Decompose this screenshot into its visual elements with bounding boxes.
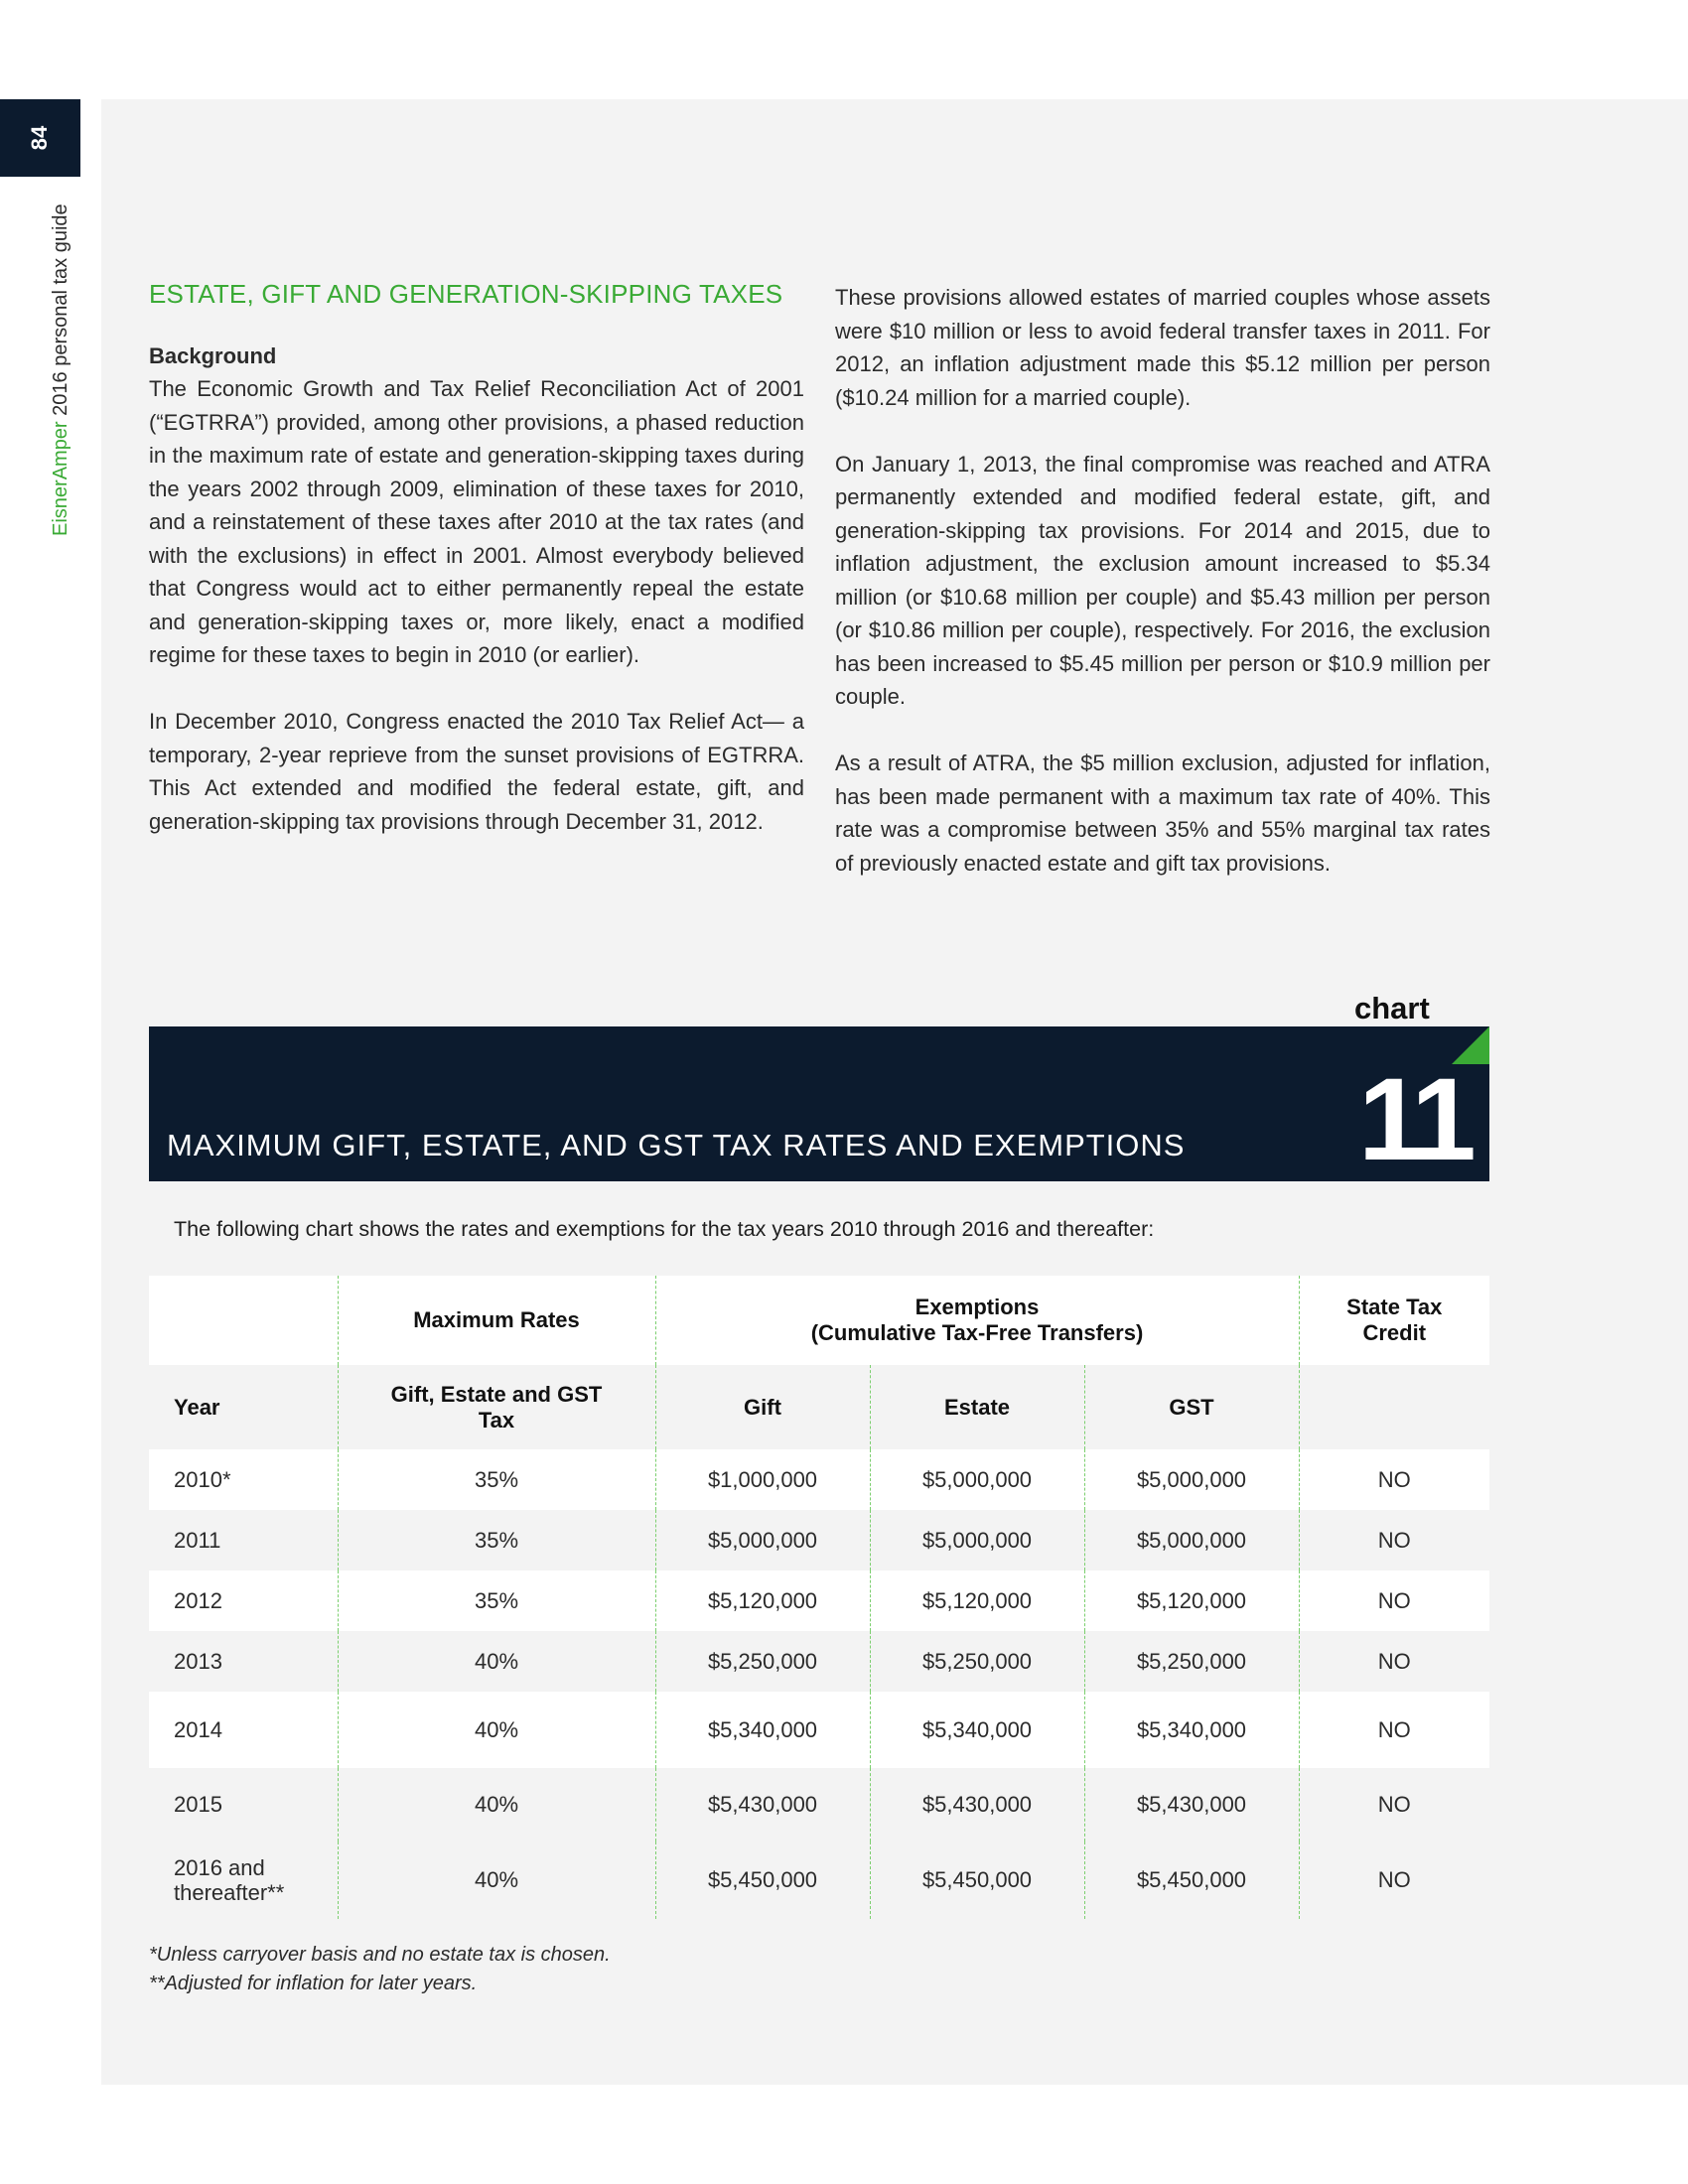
estate-header: Estate [870, 1365, 1084, 1449]
cell-gst: $5,450,000 [1084, 1842, 1299, 1919]
cell-estate: $5,000,000 [870, 1449, 1084, 1510]
state-credit-header: State Tax Credit [1299, 1276, 1489, 1365]
chart-intro: The following chart shows the rates and exemptions for the tax years 2010 through 2016 and thereafter: [174, 1217, 1155, 1241]
cell-gst: $5,000,000 [1084, 1449, 1299, 1510]
cell-estate: $5,340,000 [870, 1692, 1084, 1768]
cell-rate: 35% [338, 1570, 655, 1631]
left-column [149, 278, 804, 838]
cell-gift: $5,250,000 [655, 1631, 870, 1692]
paragraph: The Economic Growth and Tax Relief Reconciliation Act of 2001 (“EGTRRA”) provided, among other provisions, a phased reduction in the maximum rate of estate and generation-skipping taxes during the years 2002 through 2009, elimination of these taxes for 2010, and a reinstatement of these taxes after 2010 at the tax rates (and with the exclusions) in effect in 2001. Almost everybody believed that Congress would act to either permanently repeal the estate and generation-skipping taxes or, more likely, enact a modified regime for these taxes to begin in 2010 (or earlier). [149, 376, 804, 667]
cell-year: 2015 [149, 1768, 338, 1842]
cell-estate: $5,250,000 [870, 1631, 1084, 1692]
paragraph: These provisions allowed estates of married couples whose assets were $10 million or less to avoid federal transfer taxes in 2011. For 2012, an inflation adjustment made this $5.12 million per person ($10.24 million for a married couple). [835, 285, 1490, 410]
cell-gift: $5,430,000 [655, 1768, 870, 1842]
paragraph: On January 1, 2013, the final compromise was reached and ATRA permanently extended and modified federal estate, gift, and generation-skipping tax provisions. For 2014 and 2015, due to inflation adjustment, the exclusion amount increased to $5.34 million (or $10.68 million per couple) and $5.43 million per person (or $10.86 million per couple), respectively. For 2016, the exclusion has been increased to $5.45 million per person or $10.9 million per couple. [835, 451, 1490, 709]
cell-estate: $5,000,000 [870, 1510, 1084, 1570]
cell-year: 2011 [149, 1510, 338, 1570]
page-number-text: 84 [27, 125, 53, 151]
brand-name: EisnerAmper [50, 421, 71, 536]
cell-gift: $5,450,000 [655, 1842, 870, 1919]
cell-gift: $5,000,000 [655, 1510, 870, 1570]
cell-gst: $5,000,000 [1084, 1510, 1299, 1570]
cell-rate: 40% [338, 1692, 655, 1768]
table-row [149, 1449, 1489, 1510]
footnote: **Adjusted for inflation for later years. [149, 1973, 478, 1994]
footnote: *Unless carryover basis and no estate tax is chosen. [149, 1944, 611, 1966]
table-row [149, 1842, 1489, 1919]
cell-credit: NO [1299, 1570, 1489, 1631]
cell-year: 2016 and thereafter** [149, 1842, 338, 1919]
table-row [149, 1768, 1489, 1842]
cell-rate: 40% [338, 1768, 655, 1842]
cell-rate: 40% [338, 1842, 655, 1919]
cell-credit: NO [1299, 1842, 1489, 1919]
cell-gst: $5,340,000 [1084, 1692, 1299, 1768]
max-rates-header: Maximum Rates [338, 1276, 655, 1365]
paragraph: As a result of ATRA, the $5 million exclusion, adjusted for inflation, has been made permanent with a maximum tax rate of 40%. This rate was a compromise between 35% and 55% marginal tax rates of previously enacted estate and gift tax provisions. [835, 751, 1490, 876]
cell-year: 2010* [149, 1449, 338, 1510]
cell-rate: 40% [338, 1631, 655, 1692]
page-number [0, 99, 80, 177]
cell-estate: $5,450,000 [870, 1842, 1084, 1919]
chart-label: chart [1354, 991, 1430, 1025]
cell-year: 2012 [149, 1570, 338, 1631]
cell-rate: 35% [338, 1510, 655, 1570]
paragraph: In December 2010, Congress enacted the 2010 Tax Relief Act— a temporary, 2-year reprieve from the sunset provisions of EGTRRA. This Act extended and modified the federal estate, gift, and generation-skipping tax provisions through December 31, 2012. [149, 709, 804, 834]
cell-gift: $1,000,000 [655, 1449, 870, 1510]
table-column-header-row [149, 1365, 1489, 1449]
right-column [835, 281, 1490, 880]
guide-title: 2016 personal tax guide [50, 204, 71, 416]
exemptions-header: Exemptions (Cumulative Tax-Free Transfers) [655, 1276, 1299, 1365]
cell-year: 2013 [149, 1631, 338, 1692]
cell-gift: $5,120,000 [655, 1570, 870, 1631]
table-row [149, 1631, 1489, 1692]
cell-credit: NO [1299, 1449, 1489, 1510]
side-running-title [50, 204, 72, 536]
cell-gift: $5,340,000 [655, 1692, 870, 1768]
cell-estate: $5,120,000 [870, 1570, 1084, 1631]
cell-gst: $5,120,000 [1084, 1570, 1299, 1631]
chart-title: MAXIMUM GIFT, ESTATE, AND GST TAX RATES AND EXEMPTIONS [167, 1128, 1186, 1162]
table-row [149, 1510, 1489, 1570]
table-row [149, 1570, 1489, 1631]
cell-year: 2014 [149, 1692, 338, 1768]
year-header: Year [149, 1365, 338, 1449]
cell-gst: $5,250,000 [1084, 1631, 1299, 1692]
section-title: ESTATE, GIFT AND GENERATION-SKIPPING TAXES [149, 279, 783, 309]
footnotes [149, 1941, 611, 1998]
gst-header: GST [1084, 1365, 1299, 1449]
chart-number: 11 [1358, 1054, 1471, 1185]
table-group-header-row [149, 1276, 1489, 1365]
rates-table [149, 1276, 1489, 1919]
cell-credit: NO [1299, 1692, 1489, 1768]
subheading-background: Background [149, 342, 277, 368]
rate-header: Gift, Estate and GST Tax [338, 1365, 655, 1449]
cell-credit: NO [1299, 1631, 1489, 1692]
cell-credit: NO [1299, 1510, 1489, 1570]
cell-gst: $5,430,000 [1084, 1768, 1299, 1842]
cell-estate: $5,430,000 [870, 1768, 1084, 1842]
cell-rate: 35% [338, 1449, 655, 1510]
gift-header: Gift [655, 1365, 870, 1449]
table-row [149, 1692, 1489, 1768]
cell-credit: NO [1299, 1768, 1489, 1842]
